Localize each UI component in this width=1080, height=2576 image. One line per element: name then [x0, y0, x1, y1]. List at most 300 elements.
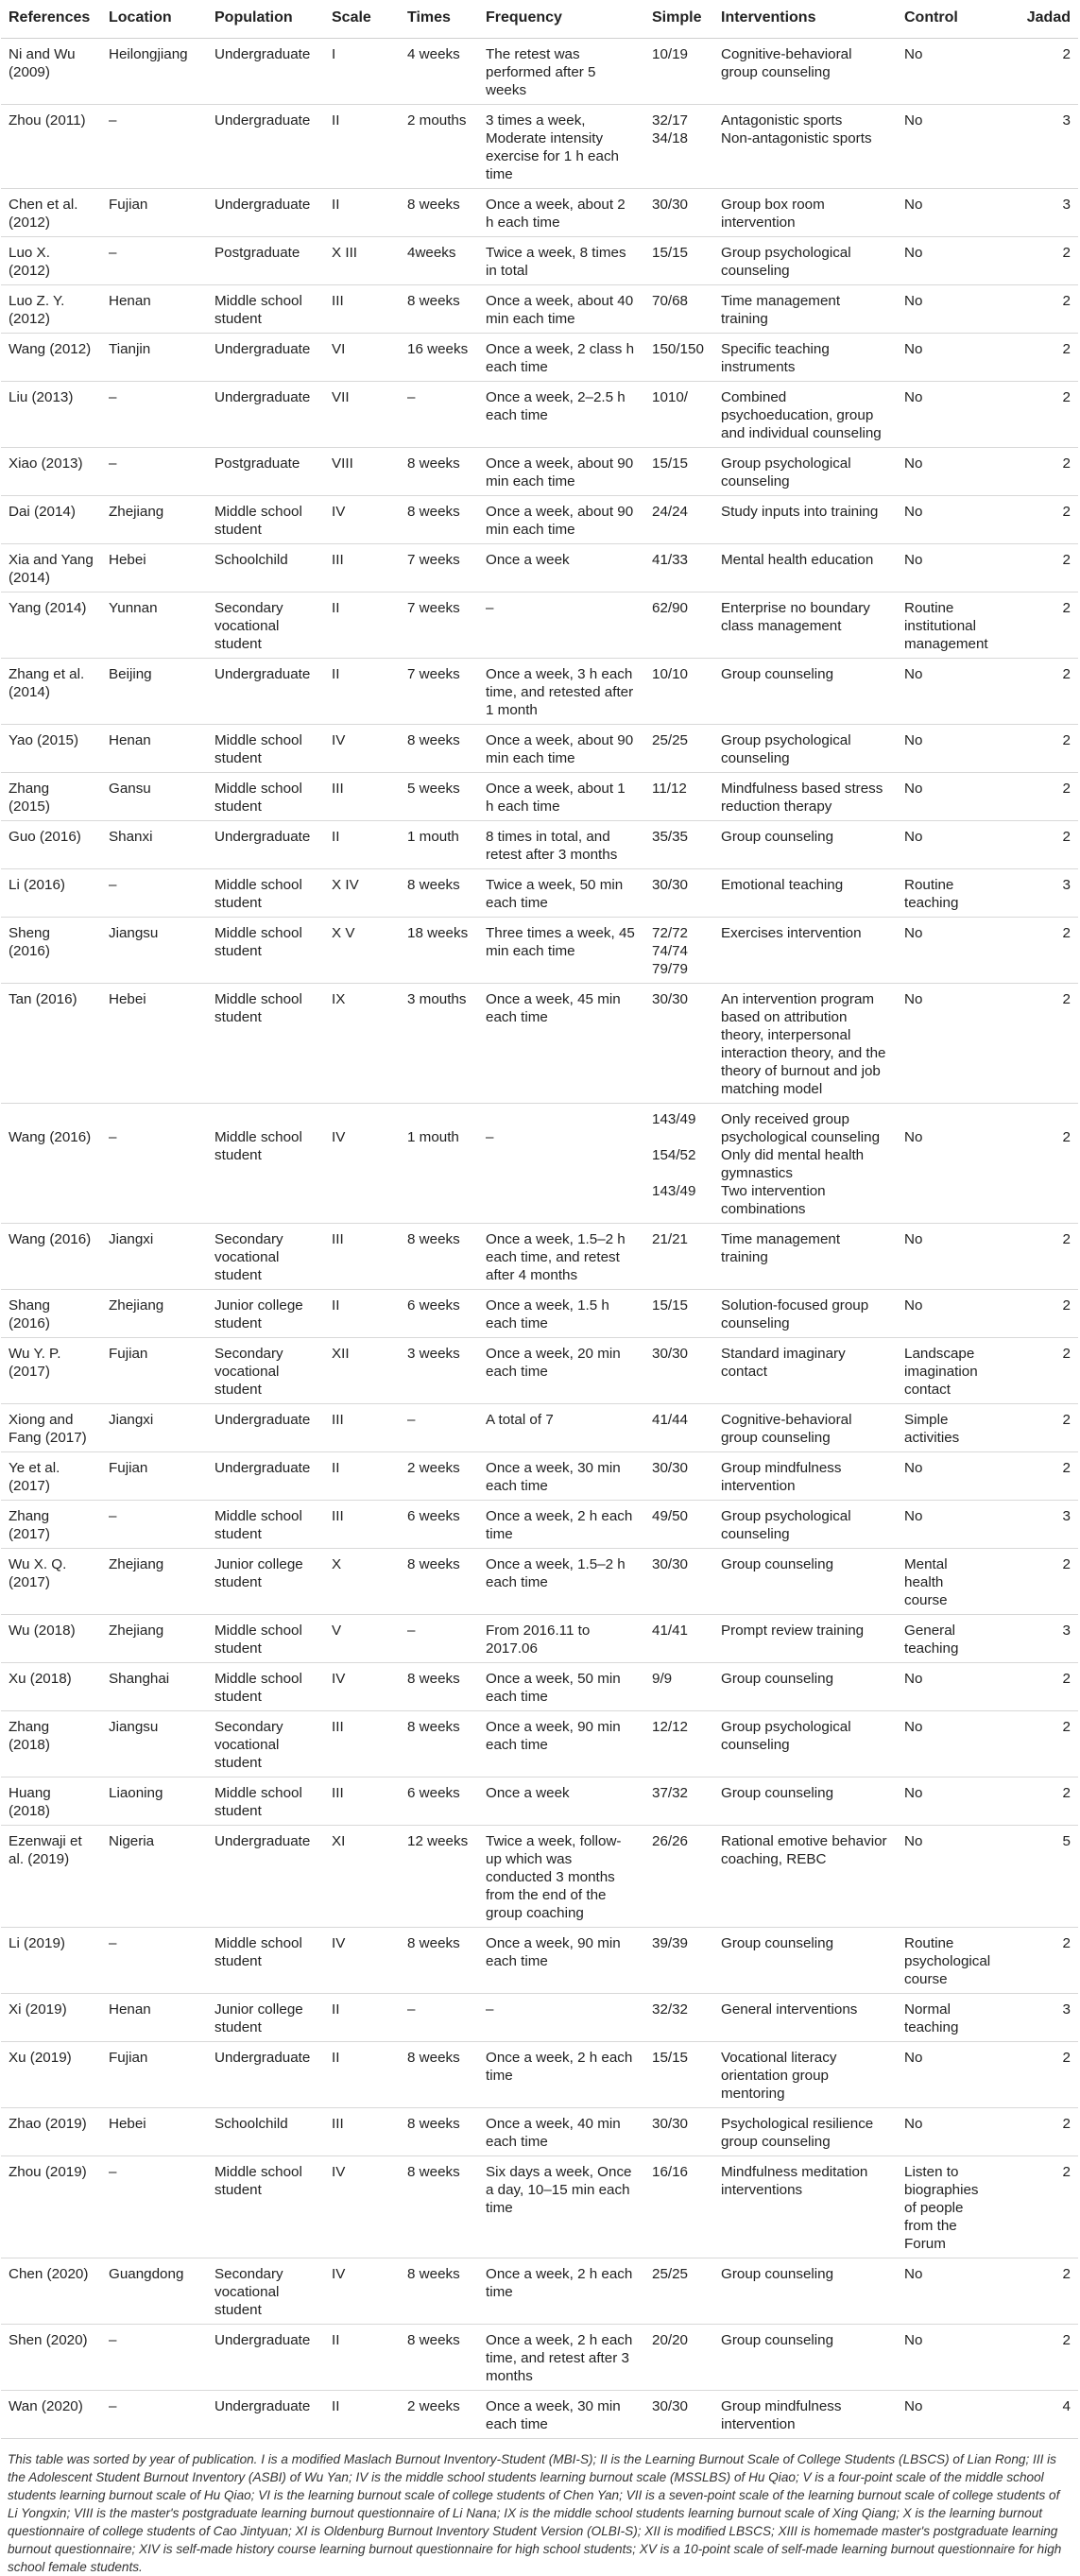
table-row: [1, 1501, 1078, 1549]
location-cell: Fujian: [101, 1338, 207, 1404]
reference-cell: Luo Z. Y. (2012): [1, 285, 101, 334]
scale-cell: II: [324, 2042, 400, 2108]
jadad-cell: 2: [991, 334, 1078, 382]
sample-cell: 39/39: [644, 1928, 713, 1994]
jadad-cell: 4: [991, 2391, 1078, 2439]
population-cell: Junior college student: [207, 1290, 324, 1338]
times-cell: 8 weeks: [400, 496, 478, 544]
scale-cell: II: [324, 105, 400, 189]
interventions-cell: Group counseling: [713, 2258, 897, 2325]
location-cell: Hebei: [101, 984, 207, 1104]
jadad-cell: 5: [991, 1826, 1078, 1928]
table-row: [1, 237, 1078, 285]
reference-cell: Dai (2014): [1, 496, 101, 544]
col-header-control: Control: [897, 0, 991, 39]
control-cell: No: [897, 544, 991, 592]
interventions-cell: Time management training: [713, 1224, 897, 1290]
sample-cell: 41/33: [644, 544, 713, 592]
population-cell: Secondary vocational student: [207, 1711, 324, 1777]
control-cell: Routine institutional management: [897, 592, 991, 659]
scale-cell: II: [324, 1994, 400, 2042]
control-cell: No: [897, 1452, 991, 1501]
location-cell: –: [101, 448, 207, 496]
table-row: [1, 189, 1078, 237]
frequency-cell: Once a week, 1.5 h each time: [478, 1290, 644, 1338]
control-cell: No: [897, 496, 991, 544]
table-row: [1, 1549, 1078, 1615]
reference-cell: Xiong and Fang (2017): [1, 1404, 101, 1452]
control-cell: No: [897, 2325, 991, 2391]
frequency-cell: Once a week, about 90 min each time: [478, 496, 644, 544]
table-row: [1, 1338, 1078, 1404]
population-cell: Middle school student: [207, 1928, 324, 1994]
reference-cell: Zhou (2011): [1, 105, 101, 189]
times-cell: 4 weeks: [400, 39, 478, 105]
population-cell: Middle school student: [207, 285, 324, 334]
control-cell: No: [897, 821, 991, 869]
frequency-cell: Six days a week, Once a day, 10–15 min each time: [478, 2156, 644, 2258]
interventions-cell: Group psychological counseling: [713, 725, 897, 773]
times-cell: –: [400, 1404, 478, 1452]
times-cell: 8 weeks: [400, 2108, 478, 2156]
population-cell: Middle school student: [207, 1663, 324, 1711]
sample-cell: 143/49 154/52 143/49: [644, 1104, 713, 1224]
reference-cell: Li (2016): [1, 869, 101, 918]
frequency-cell: Twice a week, follow-up which was conducted 3 months from the end of the group coaching: [478, 1826, 644, 1928]
table-row: [1, 821, 1078, 869]
reference-cell: Wang (2016): [1, 1104, 101, 1224]
location-cell: –: [101, 1928, 207, 1994]
frequency-cell: Once a week, 2 h each time, and retest after 3 months: [478, 2325, 644, 2391]
times-cell: 16 weeks: [400, 334, 478, 382]
frequency-cell: Once a week, 90 min each time: [478, 1928, 644, 1994]
location-cell: Fujian: [101, 1452, 207, 1501]
sample-cell: 26/26: [644, 1826, 713, 1928]
reference-cell: Wu (2018): [1, 1615, 101, 1663]
times-cell: 8 weeks: [400, 1224, 478, 1290]
scale-cell: II: [324, 1452, 400, 1501]
scale-cell: IV: [324, 496, 400, 544]
header-row: [1, 0, 1078, 39]
interventions-cell: Mindfulness based stress reduction therapy: [713, 773, 897, 821]
scale-cell: XI: [324, 1826, 400, 1928]
frequency-cell: A total of 7: [478, 1404, 644, 1452]
table-row: [1, 334, 1078, 382]
table-row: [1, 2258, 1078, 2325]
interventions-cell: Group psychological counseling: [713, 1501, 897, 1549]
times-cell: 2 mouths: [400, 105, 478, 189]
frequency-cell: –: [478, 1994, 644, 2042]
location-cell: Henan: [101, 285, 207, 334]
reference-cell: Xiao (2013): [1, 448, 101, 496]
population-cell: Secondary vocational student: [207, 592, 324, 659]
population-cell: Schoolchild: [207, 2108, 324, 2156]
table-row: [1, 869, 1078, 918]
times-cell: 8 weeks: [400, 2156, 478, 2258]
table-row: [1, 1104, 1078, 1224]
interventions-cell: Only received group psychological counseling Only did mental health gymnastics Two intervention combinations: [713, 1104, 897, 1224]
control-cell: No: [897, 1663, 991, 1711]
population-cell: Middle school student: [207, 918, 324, 984]
location-cell: –: [101, 1501, 207, 1549]
times-cell: 8 weeks: [400, 2042, 478, 2108]
population-cell: Undergraduate: [207, 2325, 324, 2391]
times-cell: 2 weeks: [400, 2391, 478, 2439]
population-cell: Junior college student: [207, 1994, 324, 2042]
table-row: [1, 39, 1078, 105]
jadad-cell: 2: [991, 2156, 1078, 2258]
table-row: [1, 496, 1078, 544]
reference-cell: Zhang (2017): [1, 1501, 101, 1549]
control-cell: No: [897, 2108, 991, 2156]
location-cell: Gansu: [101, 773, 207, 821]
frequency-cell: –: [478, 592, 644, 659]
jadad-cell: 2: [991, 1224, 1078, 1290]
scale-cell: IX: [324, 984, 400, 1104]
jadad-cell: 2: [991, 725, 1078, 773]
table-row: [1, 1826, 1078, 1928]
control-cell: No: [897, 1290, 991, 1338]
interventions-cell: Group counseling: [713, 1549, 897, 1615]
jadad-cell: 2: [991, 592, 1078, 659]
location-cell: Heilongjiang: [101, 39, 207, 105]
frequency-cell: Three times a week, 45 min each time: [478, 918, 644, 984]
frequency-cell: Once a week, 20 min each time: [478, 1338, 644, 1404]
location-cell: Shanxi: [101, 821, 207, 869]
interventions-cell: Group psychological counseling: [713, 1711, 897, 1777]
scale-cell: III: [324, 773, 400, 821]
frequency-cell: 3 times a week, Moderate intensity exercise for 1 h each time: [478, 105, 644, 189]
jadad-cell: 2: [991, 382, 1078, 448]
location-cell: Yunnan: [101, 592, 207, 659]
control-cell: No: [897, 1224, 991, 1290]
scale-cell: X: [324, 1549, 400, 1615]
times-cell: 8 weeks: [400, 1928, 478, 1994]
sample-cell: 30/30: [644, 2391, 713, 2439]
interventions-cell: Mindfulness meditation interventions: [713, 2156, 897, 2258]
reference-cell: Luo X. (2012): [1, 237, 101, 285]
jadad-cell: 2: [991, 2042, 1078, 2108]
frequency-cell: Once a week, 2 class h each time: [478, 334, 644, 382]
population-cell: Middle school student: [207, 1615, 324, 1663]
interventions-cell: Combined psychoeducation, group and individual counseling: [713, 382, 897, 448]
scale-cell: III: [324, 285, 400, 334]
reference-cell: Xia and Yang (2014): [1, 544, 101, 592]
control-cell: No: [897, 1501, 991, 1549]
table-row: [1, 1290, 1078, 1338]
control-cell: No: [897, 39, 991, 105]
studies-table: [1, 0, 1078, 2439]
location-cell: –: [101, 382, 207, 448]
scale-cell: XII: [324, 1338, 400, 1404]
interventions-cell: Group counseling: [713, 1663, 897, 1711]
location-cell: Guangdong: [101, 2258, 207, 2325]
sample-cell: 9/9: [644, 1663, 713, 1711]
interventions-cell: Group box room intervention: [713, 189, 897, 237]
population-cell: Middle school student: [207, 1104, 324, 1224]
interventions-cell: Group counseling: [713, 659, 897, 725]
sample-cell: 10/10: [644, 659, 713, 725]
jadad-cell: 2: [991, 448, 1078, 496]
control-cell: No: [897, 773, 991, 821]
sample-cell: 20/20: [644, 2325, 713, 2391]
reference-cell: Zhao (2019): [1, 2108, 101, 2156]
scale-cell: IV: [324, 725, 400, 773]
control-cell: General teaching: [897, 1615, 991, 1663]
table-row: [1, 2108, 1078, 2156]
scale-cell: VII: [324, 382, 400, 448]
times-cell: 2 weeks: [400, 1452, 478, 1501]
frequency-cell: Once a week, 90 min each time: [478, 1711, 644, 1777]
location-cell: –: [101, 237, 207, 285]
jadad-cell: 2: [991, 544, 1078, 592]
frequency-cell: Once a week, about 1 h each time: [478, 773, 644, 821]
interventions-cell: Specific teaching instruments: [713, 334, 897, 382]
interventions-cell: Solution-focused group counseling: [713, 1290, 897, 1338]
times-cell: 1 mouth: [400, 821, 478, 869]
jadad-cell: 2: [991, 1404, 1078, 1452]
population-cell: Undergraduate: [207, 2042, 324, 2108]
reference-cell: Xu (2019): [1, 2042, 101, 2108]
interventions-cell: Group mindfulness intervention: [713, 2391, 897, 2439]
times-cell: 1 mouth: [400, 1104, 478, 1224]
interventions-cell: Cognitive-behavioral group counseling: [713, 1404, 897, 1452]
scale-cell: V: [324, 1615, 400, 1663]
frequency-cell: Once a week, 50 min each time: [478, 1663, 644, 1711]
jadad-cell: 2: [991, 1663, 1078, 1711]
scale-cell: III: [324, 544, 400, 592]
scale-cell: IV: [324, 1104, 400, 1224]
control-cell: Routine psychological course: [897, 1928, 991, 1994]
jadad-cell: 3: [991, 1615, 1078, 1663]
sample-cell: 10/19: [644, 39, 713, 105]
reference-cell: Ezenwaji et al. (2019): [1, 1826, 101, 1928]
population-cell: Junior college student: [207, 1549, 324, 1615]
jadad-cell: 3: [991, 869, 1078, 918]
location-cell: Liaoning: [101, 1777, 207, 1826]
reference-cell: Wang (2012): [1, 334, 101, 382]
table-row: [1, 2325, 1078, 2391]
location-cell: Nigeria: [101, 1826, 207, 1928]
col-header-scale: Scale: [324, 0, 400, 39]
col-header-references: References: [1, 0, 101, 39]
scale-cell: II: [324, 1290, 400, 1338]
frequency-cell: Once a week, 30 min each time: [478, 1452, 644, 1501]
scale-cell: IV: [324, 1928, 400, 1994]
jadad-cell: 2: [991, 1928, 1078, 1994]
table-row: [1, 984, 1078, 1104]
col-header-simple: Simple: [644, 0, 713, 39]
table-row: [1, 1452, 1078, 1501]
sample-cell: 15/15: [644, 448, 713, 496]
jadad-cell: 2: [991, 659, 1078, 725]
scale-cell: II: [324, 659, 400, 725]
location-cell: Hebei: [101, 544, 207, 592]
population-cell: Postgraduate: [207, 448, 324, 496]
population-cell: Postgraduate: [207, 237, 324, 285]
population-cell: Middle school student: [207, 725, 324, 773]
reference-cell: Wan (2020): [1, 2391, 101, 2439]
location-cell: Fujian: [101, 2042, 207, 2108]
sample-cell: 32/17 34/18: [644, 105, 713, 189]
location-cell: –: [101, 1104, 207, 1224]
interventions-cell: Mental health education: [713, 544, 897, 592]
population-cell: Secondary vocational student: [207, 1338, 324, 1404]
reference-cell: Huang (2018): [1, 1777, 101, 1826]
reference-cell: Sheng (2016): [1, 918, 101, 984]
control-cell: Listen to biographies of people from the Forum: [897, 2156, 991, 2258]
sample-cell: 25/25: [644, 2258, 713, 2325]
control-cell: No: [897, 334, 991, 382]
location-cell: –: [101, 2325, 207, 2391]
sample-cell: 49/50: [644, 1501, 713, 1549]
sample-cell: 150/150: [644, 334, 713, 382]
interventions-cell: Study inputs into training: [713, 496, 897, 544]
interventions-cell: Prompt review training: [713, 1615, 897, 1663]
times-cell: 3 mouths: [400, 984, 478, 1104]
times-cell: 8 weeks: [400, 869, 478, 918]
times-cell: 8 weeks: [400, 285, 478, 334]
frequency-cell: Once a week, 2 h each time: [478, 2258, 644, 2325]
interventions-cell: Group counseling: [713, 2325, 897, 2391]
control-cell: No: [897, 382, 991, 448]
frequency-cell: Once a week: [478, 1777, 644, 1826]
jadad-cell: 3: [991, 1994, 1078, 2042]
control-cell: No: [897, 2391, 991, 2439]
frequency-cell: –: [478, 1104, 644, 1224]
table-row: [1, 773, 1078, 821]
sample-cell: 15/15: [644, 237, 713, 285]
col-header-location: Location: [101, 0, 207, 39]
control-cell: No: [897, 1777, 991, 1826]
control-cell: No: [897, 105, 991, 189]
jadad-cell: 2: [991, 2325, 1078, 2391]
col-header-population: Population: [207, 0, 324, 39]
frequency-cell: From 2016.11 to 2017.06: [478, 1615, 644, 1663]
interventions-cell: Standard imaginary contact: [713, 1338, 897, 1404]
reference-cell: Ye et al. (2017): [1, 1452, 101, 1501]
sample-cell: 30/30: [644, 984, 713, 1104]
scale-cell: III: [324, 1711, 400, 1777]
table-row: [1, 2391, 1078, 2439]
sample-cell: 1010/: [644, 382, 713, 448]
scale-cell: IV: [324, 2156, 400, 2258]
table-row: [1, 592, 1078, 659]
sample-cell: 30/30: [644, 189, 713, 237]
times-cell: 3 weeks: [400, 1338, 478, 1404]
times-cell: 4weeks: [400, 237, 478, 285]
reference-cell: Yang (2014): [1, 592, 101, 659]
sample-cell: 30/30: [644, 2108, 713, 2156]
frequency-cell: Once a week, 1.5–2 h each time, and retest after 4 months: [478, 1224, 644, 1290]
times-cell: 7 weeks: [400, 659, 478, 725]
scale-cell: II: [324, 592, 400, 659]
table-row: [1, 659, 1078, 725]
scale-cell: II: [324, 2325, 400, 2391]
jadad-cell: 2: [991, 285, 1078, 334]
population-cell: Secondary vocational student: [207, 1224, 324, 1290]
location-cell: Jiangsu: [101, 1711, 207, 1777]
interventions-cell: Group psychological counseling: [713, 237, 897, 285]
reference-cell: Zhou (2019): [1, 2156, 101, 2258]
scale-cell: III: [324, 1224, 400, 1290]
table-row: [1, 285, 1078, 334]
jadad-cell: 2: [991, 1290, 1078, 1338]
interventions-cell: General interventions: [713, 1994, 897, 2042]
sample-cell: 16/16: [644, 2156, 713, 2258]
frequency-cell: The retest was performed after 5 weeks: [478, 39, 644, 105]
control-cell: No: [897, 2258, 991, 2325]
population-cell: Middle school student: [207, 773, 324, 821]
frequency-cell: Once a week, 2–2.5 h each time: [478, 382, 644, 448]
frequency-cell: Once a week, 3 h each time, and retested after 1 month: [478, 659, 644, 725]
population-cell: Undergraduate: [207, 39, 324, 105]
table-row: [1, 1224, 1078, 1290]
reference-cell: Li (2019): [1, 1928, 101, 1994]
interventions-cell: An intervention program based on attribution theory, interpersonal interaction theory, and the theory of burnout and job matching model: [713, 984, 897, 1104]
table-row: [1, 1928, 1078, 1994]
reference-cell: Xi (2019): [1, 1994, 101, 2042]
population-cell: Undergraduate: [207, 105, 324, 189]
frequency-cell: Twice a week, 8 times in total: [478, 237, 644, 285]
table-row: [1, 918, 1078, 984]
location-cell: Beijing: [101, 659, 207, 725]
table-row: [1, 544, 1078, 592]
jadad-cell: 3: [991, 189, 1078, 237]
control-cell: Simple activities: [897, 1404, 991, 1452]
times-cell: 8 weeks: [400, 189, 478, 237]
frequency-cell: Once a week, 2 h each time: [478, 2042, 644, 2108]
population-cell: Undergraduate: [207, 2391, 324, 2439]
control-cell: No: [897, 725, 991, 773]
interventions-cell: Emotional teaching: [713, 869, 897, 918]
jadad-cell: 2: [991, 1711, 1078, 1777]
location-cell: –: [101, 2156, 207, 2258]
col-header-frequency: Frequency: [478, 0, 644, 39]
frequency-cell: Twice a week, 50 min each time: [478, 869, 644, 918]
table-row: [1, 725, 1078, 773]
times-cell: 12 weeks: [400, 1826, 478, 1928]
control-cell: No: [897, 189, 991, 237]
sample-cell: 30/30: [644, 869, 713, 918]
population-cell: Undergraduate: [207, 1404, 324, 1452]
table-row: [1, 105, 1078, 189]
scale-cell: X IV: [324, 869, 400, 918]
scale-cell: II: [324, 2391, 400, 2439]
reference-cell: Wu X. Q. (2017): [1, 1549, 101, 1615]
frequency-cell: Once a week, about 40 min each time: [478, 285, 644, 334]
reference-cell: Tan (2016): [1, 984, 101, 1104]
reference-cell: Chen (2020): [1, 2258, 101, 2325]
jadad-cell: 2: [991, 773, 1078, 821]
jadad-cell: 2: [991, 496, 1078, 544]
times-cell: 7 weeks: [400, 544, 478, 592]
population-cell: Secondary vocational student: [207, 2258, 324, 2325]
scale-cell: VI: [324, 334, 400, 382]
jadad-cell: 2: [991, 1452, 1078, 1501]
scale-cell: X V: [324, 918, 400, 984]
location-cell: Jiangxi: [101, 1404, 207, 1452]
frequency-cell: Once a week, 1.5–2 h each time: [478, 1549, 644, 1615]
interventions-cell: Psychological resilience group counseling: [713, 2108, 897, 2156]
times-cell: –: [400, 1994, 478, 2042]
interventions-cell: Group psychological counseling: [713, 448, 897, 496]
times-cell: 6 weeks: [400, 1290, 478, 1338]
population-cell: Undergraduate: [207, 1826, 324, 1928]
control-cell: Landscape imagination contact: [897, 1338, 991, 1404]
location-cell: Henan: [101, 725, 207, 773]
col-header-interventions: Interventions: [713, 0, 897, 39]
